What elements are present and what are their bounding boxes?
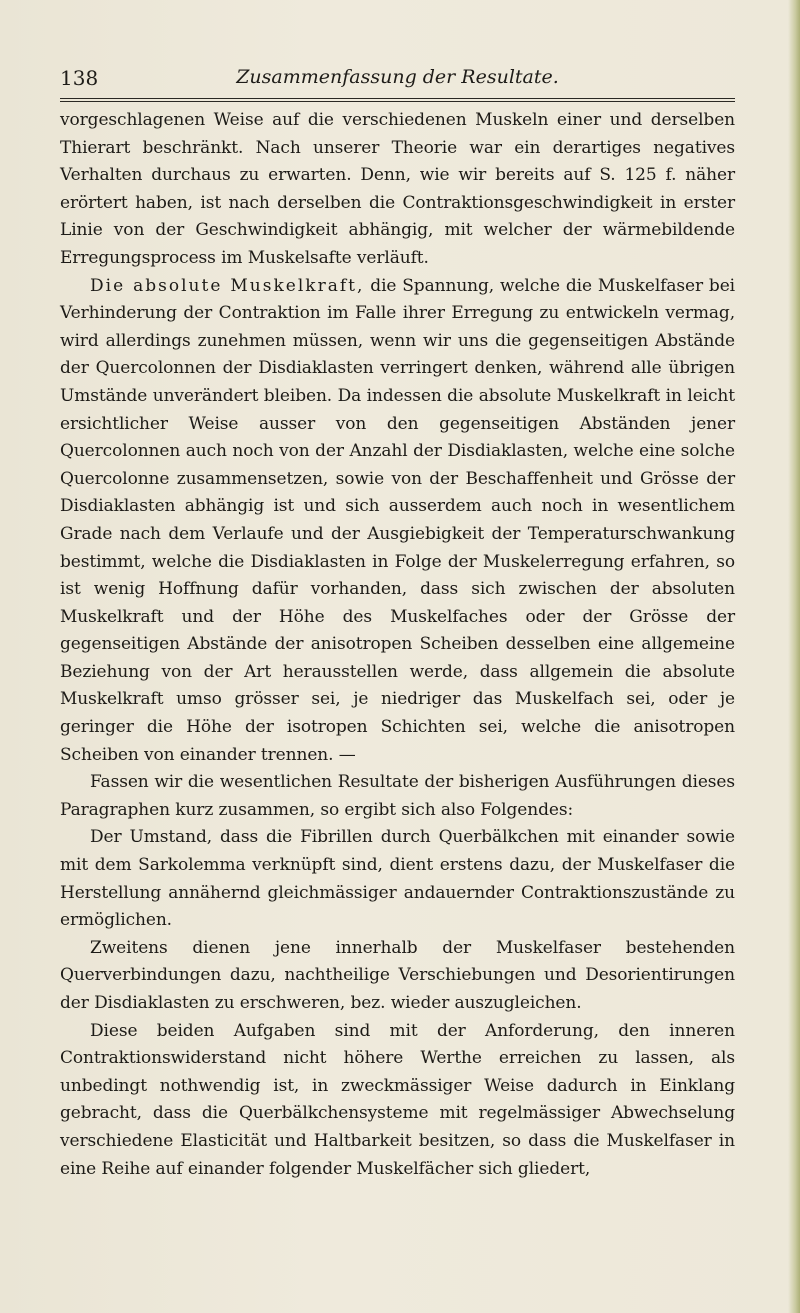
header-rule [60, 98, 735, 102]
emphasis-absolute-muskelkraft: Die absolute Muskelkraft, [90, 275, 365, 296]
paragraph-5: Zweitens dienen jene innerhalb der Muskelfaser bestehenden Querverbindungen dazu, nachtheilige Verschiebungen und Desorientirungen der Disdiaklasten zu erschweren, bez. wieder auszugleichen. [60, 937, 735, 1013]
paragraph-6: Diese beiden Aufgaben sind mit der Anforderung, den inneren Contraktionswiderstand nicht höhere Werthe erreichen zu lassen, als unbedingt nothwendig ist, in zweckmässiger Weise dadurch in Einklang gebracht, dass die Querbälkchensysteme mit regelmässiger Abwechselung verschiedene Elasticität und Haltbarkeit besitzen, so dass die Muskelfaser in eine Reihe auf einander folgender Muskelfächer sich gliedert, [60, 1020, 735, 1179]
paragraph-3: Fassen wir die wesentlichen Resultate der bisherigen Ausführungen dieses Paragraphen kurz zusammen, so ergibt sich also Folgendes: [60, 772, 735, 820]
page-number: 138 [60, 66, 99, 90]
paragraph-4: Der Umstand, dass die Fibrillen durch Querbälkchen mit einander sowie mit dem Sarkolemma verknüpft sind, dient erstens dazu, der Muskelfaser die Herstellung annähernd gleichmässiger andauernder Contraktionszustände zu ermöglichen. [60, 827, 735, 931]
page-edge-shadow [788, 0, 800, 1313]
paragraph-2 [60, 273, 735, 770]
body-text [60, 107, 735, 1183]
paragraph-1: vorgeschlagenen Weise auf die verschiedenen Muskeln einer und derselben Thierart beschränkt. Nach unserer Theorie war ein derartiges negatives Verhalten durchaus zu erwarten. Denn, wie wir bereits auf S. 125 f. näher erörtert haben, ist nach derselben die Contraktionsgeschwindigkeit in erster Linie von der Geschwindigkeit abhängig, mit welcher der wärmebildende Erregungsprocess im Muskelsafte verläuft. [60, 110, 735, 268]
running-title: Zusammenfassung der Resultate. [236, 66, 559, 88]
paragraph-2-text: die Spannung, welche die Muskelfaser bei Verhinderung der Contraktion im Falle ihrer Erregung zu entwickeln vermag, wird allerdings zunehmen müssen, wenn wir uns die gegenseitigen Abstände der Quercolonnen der Disdiaklasten verringert denken, während alle übrigen Umstände unverändert bleiben. Da indessen die absolute Muskelkraft in leicht ersichtlicher Weise ausser von den gegenseitigen Abständen jener Quercolonnen auch noch von der Anzahl der Disdiaklasten, welche eine solche Quercolonne zusammensetzen, sowie von der Beschaffenheit und Grösse der Disdiaklasten abhängig ist und sich ausserdem auch noch in wesentlichem Grade nach dem Verlaufe und der Ausgiebigkeit der Temperaturschwankung bestimmt, welche die Disdiaklasten in Folge der Muskelerregung erfahren, so ist wenig Hoffnung dafür vorhanden, dass sich zwischen der absoluten Muskelkraft und der Höhe des Muskelfaches oder der Grösse der gegenseitigen Abstände der anisotropen Scheiben desselben eine allgemeine Beziehung von der Art herausstellen werde, dass allgemein die absolute Muskelkraft umso grösser sei, je niedriger das Muskelfach sei, oder je geringer die Höhe der isotropen Schichten sei, welche die anisotropen Scheiben von einander trennen. — [60, 275, 735, 765]
page-header [60, 66, 735, 96]
